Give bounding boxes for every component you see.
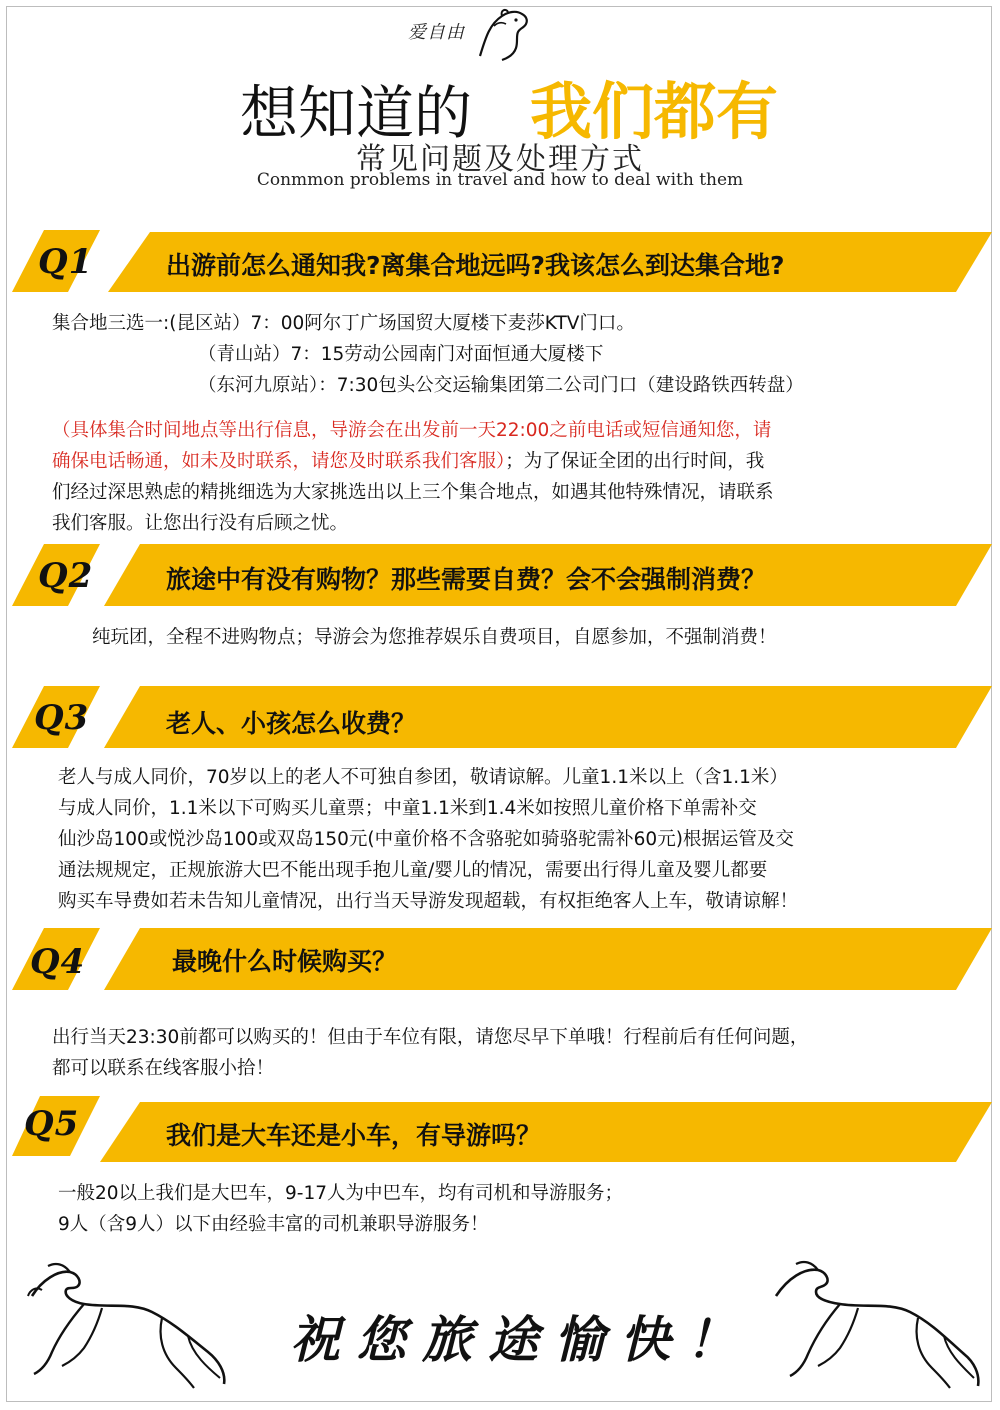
answer-line: 老人与成人同价，70岁以上的老人不可独自参团，敬请谅解。儿童1.1米以上（含1.1米）: [58, 767, 788, 788]
faq-q3-header: [0, 682, 1000, 752]
faq-q2-header: [0, 540, 1000, 610]
subtitle: 常见问题及处理方式: [356, 142, 644, 177]
logo-text: 爱自由: [408, 22, 465, 43]
faq-q5-answer: [58, 1178, 623, 1240]
answer-line: [52, 446, 804, 477]
q3-banner-shape: [0, 682, 1000, 752]
farewell-text: 祝您旅途愉快！: [290, 1310, 752, 1369]
title-black: 想知道的: [240, 79, 473, 147]
q5-question: 我们是大车还是小车，有导游吗？: [166, 1121, 542, 1150]
faq-q5-header: [0, 1094, 1000, 1164]
answer-line: 仙沙岛100或悦沙岛100或双岛150元(中童价格不含骆驼如骑骆驼需补60元)根据运管及交: [58, 829, 794, 850]
answer-line-highlight: 确保电话畅通，如未及时联系，请您及时联系我们客服）: [52, 451, 506, 472]
answer-line: 都可以联系在线客服小拾！: [52, 1058, 275, 1079]
q5-label: Q5: [24, 1104, 80, 1144]
q1-question: 出游前怎么通知我?离集合地远吗?我该怎么到达集合地?: [166, 251, 785, 280]
faq-q3-answer: [58, 762, 798, 917]
faq-q1-answer: [52, 308, 804, 539]
q2-question: 旅途中有没有购物？那些需要自费？会不会强制消费？: [166, 565, 767, 594]
faq-q4-answer: [52, 1022, 808, 1084]
answer-line: 们经过深思熟虑的精挑细选为大家挑选出以上三个集合地点，如遇其他特殊情况，请联系: [52, 482, 774, 503]
q2-label: Q2: [38, 556, 94, 596]
answer-line: （青山站）7：15劳动公园南门对面恒通大厦楼下: [198, 344, 604, 365]
brand-logo: [408, 6, 538, 68]
q4-banner-shape: [0, 924, 1000, 994]
faq-q1-header: [0, 226, 1000, 296]
q3-label: Q3: [34, 698, 90, 738]
q3-question: 老人、小孩怎么收费？: [166, 709, 417, 738]
running-horse-icon: [766, 1256, 986, 1396]
answer-line: （东河九原站）：7:30包头公交运输集团第二公司门口（建设路铁西转盘）: [198, 375, 804, 396]
answer-line: 购买车导费如若未告知儿童情况，出行当天导游发现超载，有权拒绝客人上车，敬请谅解！: [58, 891, 799, 912]
answer-line: 集合地三选一:(昆区站）7：00阿尔丁广场国贸大厦楼下麦莎KTV门口。: [52, 313, 635, 334]
answer-line: 与成人同价，1.1米以下可购买儿童票；中童1.1米到1.4米如按照儿童价格下单需补交: [58, 798, 757, 819]
title-yellow: 我们都有: [530, 75, 779, 148]
horse-head-icon: [472, 6, 536, 66]
answer-line: 纯玩团，全程不进购物点；导游会为您推荐娱乐自费项目，自愿参加，不强制消费！: [92, 627, 777, 648]
answer-line-tail: ；为了保证全团的出行时间，我: [505, 451, 765, 472]
faq-q2-answer: [92, 622, 777, 653]
running-horse-icon: [12, 1256, 232, 1396]
answer-line: 一般20以上我们是大巴车，9-17人为中巴车，均有司机和导游服务；: [58, 1183, 624, 1204]
answer-line-highlight: （具体集合时间地点等出行信息，导游会在出发前一天22:00之前电话或短信通知您，请: [52, 420, 772, 441]
page-title: [0, 66, 1000, 148]
answer-line: 通法规规定，正规旅游大巴不能出现手抱儿童/婴儿的情况，需要出行得儿童及婴儿都要: [58, 860, 768, 881]
answer-line: 出行当天23:30前都可以购买的！但由于车位有限，请您尽早下单哦！行程前后有任何问题，: [52, 1027, 809, 1048]
faq-q4-header: [0, 924, 1000, 994]
q1-label: Q1: [38, 242, 94, 282]
q4-label: Q4: [30, 942, 86, 982]
answer-line: 我们客服。让您出行没有后顾之忧。: [52, 513, 349, 534]
subtitle-en: Conmmon problems in travel and how to deal with them: [256, 170, 744, 190]
q4-question: 最晚什么时候购买？: [172, 947, 398, 976]
answer-line: 9人（含9人）以下由经验丰富的司机兼职导游服务！: [58, 1214, 489, 1235]
